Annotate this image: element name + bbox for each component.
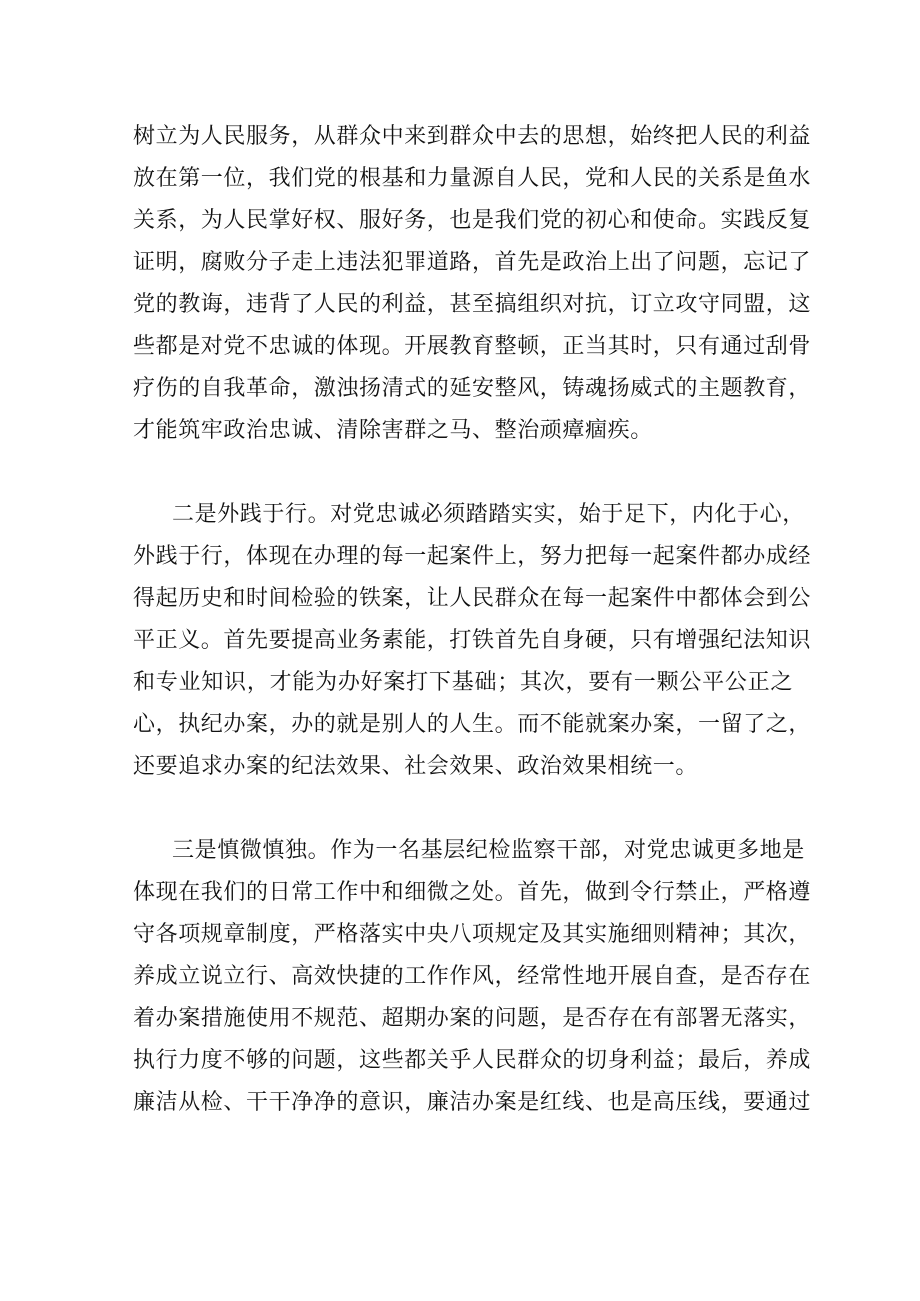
text-line: 证明，腐败分子走上违法犯罪道路，首先是政治上出了问题，忘记了 <box>133 250 812 275</box>
text-line: 体现在我们的日常工作中和细微之处。首先，做到令行禁止，严格遵 <box>133 880 812 905</box>
text-line: 执行力度不够的问题，这些都关乎人民群众的切身利益；最后，养成 <box>133 1048 812 1073</box>
text-line: 平正义。首先要提高业务素能，打铁首先自身硬，只有增强纪法知识 <box>133 628 812 653</box>
text-line: 心，执纪办案，办的就是别人的人生。而不能就案办案，一留了之， <box>133 712 812 737</box>
text-line: 疗伤的自我革命，激浊扬清式的延安整风，铸魂扬威式的主题教育， <box>133 376 812 401</box>
text-line: 树立为人民服务，从群众中来到群众中去的思想，始终把人民的利益 <box>133 124 812 149</box>
text-line: 养成立说立行、高效快捷的工作作风，经常性地开展自查，是否存在 <box>133 964 812 989</box>
text-line: 党的教诲，违背了人民的利益，甚至搞组织对抗，订立攻守同盟，这 <box>133 292 812 317</box>
text-line: 着办案措施使用不规范、超期办案的问题，是否存在有部署无落实， <box>133 1006 812 1031</box>
text-line: 放在第一位，我们党的根基和力量源自人民，党和人民的关系是鱼水 <box>133 166 812 191</box>
paragraph-start-line: 三是慎微慎独。作为一名基层纪检监察干部，对党忠诚更多地是 <box>172 838 805 863</box>
text-line: 才能筑牢政治忠诚、清除害群之马、整治顽瘴痼疾。 <box>133 418 653 443</box>
text-line: 外践于行，体现在办理的每一起案件上，努力把每一起案件都办成经 <box>133 544 812 569</box>
text-line: 还要追求办案的纪法效果、社会效果、政治效果相统一。 <box>133 754 699 779</box>
text-line: 守各项规章制度，严格落实中央八项规定及其实施细则精神；其次， <box>133 922 812 947</box>
text-line: 廉洁从检、干干净净的意识，廉洁办案是红线、也是高压线，要通过 <box>133 1090 812 1115</box>
paragraph-start-line: 二是外践于行。对党忠诚必须踏踏实实，始于足下，内化于心， <box>172 502 805 527</box>
text-line: 些都是对党不忠诚的体现。开展教育整顿，正当其时，只有通过刮骨 <box>133 334 812 359</box>
text-line: 和专业知识，才能为办好案打下基础；其次，要有一颗公平公正之 <box>133 670 793 695</box>
text-line: 得起历史和时间检验的铁案，让人民群众在每一起案件中都体会到公 <box>133 586 812 611</box>
text-line: 关系，为人民掌好权、服好务，也是我们党的初心和使命。实践反复 <box>133 208 812 233</box>
